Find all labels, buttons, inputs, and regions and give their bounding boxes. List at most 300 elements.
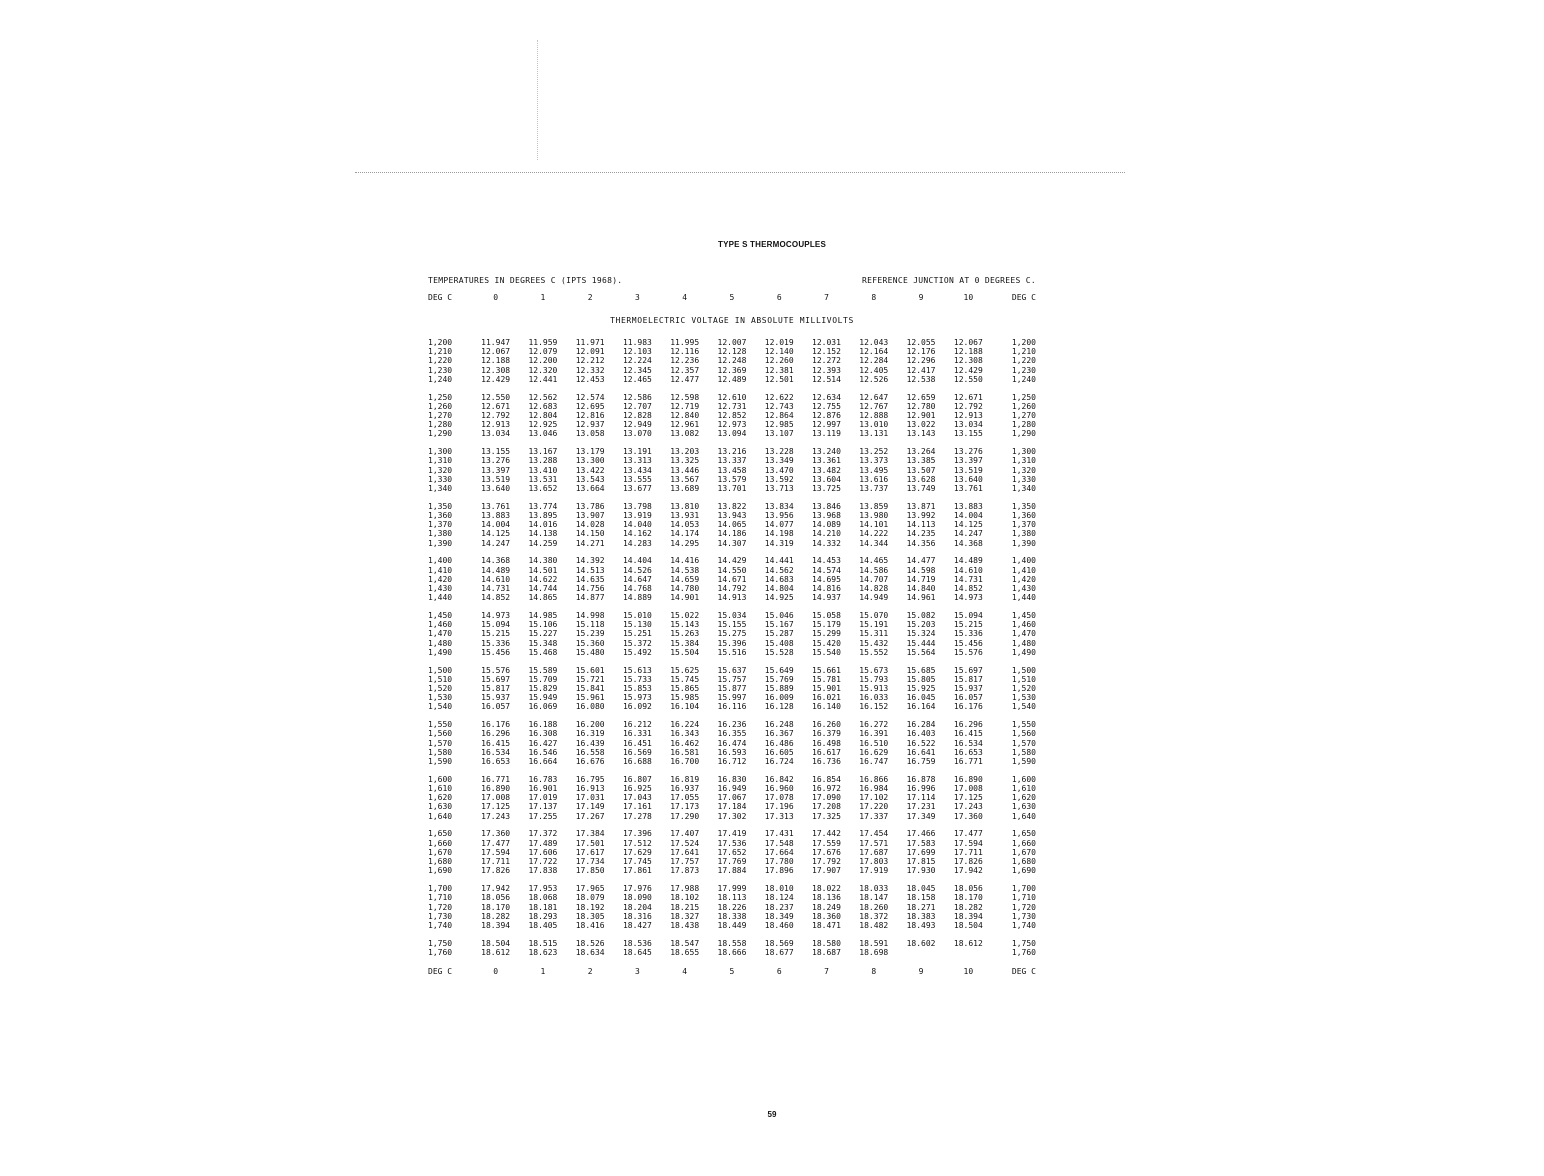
column-header: 6 xyxy=(776,966,782,976)
voltage-cell: 13.470 xyxy=(764,465,794,475)
row-temperature: 1,670 xyxy=(428,847,453,857)
voltage-cell xyxy=(945,948,992,957)
row-temperature-right: 1,450 xyxy=(1011,611,1036,621)
voltage-cell: 13.604 xyxy=(812,474,841,484)
voltage-cell: 13.458 xyxy=(717,465,747,475)
voltage-cell: 16.439 xyxy=(575,738,605,748)
voltage-cell: 17.043 xyxy=(622,793,652,803)
voltage-cell: 15.721 xyxy=(575,674,605,684)
voltage-cell: 16.901 xyxy=(528,784,558,794)
voltage-cell: 17.919 xyxy=(859,866,889,876)
voltage-cell: 13.883 xyxy=(481,511,511,521)
voltage-cell: 18.113 xyxy=(717,893,747,903)
voltage-cell: 13.689 xyxy=(670,484,700,494)
voltage-cell: 18.580 xyxy=(812,938,841,948)
voltage-cell: 15.697 xyxy=(953,665,983,675)
row-temperature-right: 1,660 xyxy=(1011,838,1036,848)
table-row xyxy=(428,884,1036,893)
voltage-cell: 17.815 xyxy=(906,857,936,867)
voltage-cell: 12.574 xyxy=(575,392,605,402)
row-temperature: 1,350 xyxy=(428,501,453,511)
row-temperature: 1,540 xyxy=(428,702,453,712)
row-temperature: 1,250 xyxy=(428,392,453,402)
voltage-cell: 12.937 xyxy=(575,420,605,430)
voltage-cell: 17.243 xyxy=(481,811,511,821)
voltage-cell: 13.143 xyxy=(906,429,936,439)
table-row xyxy=(428,866,1036,875)
voltage-cell: 16.712 xyxy=(717,757,747,767)
row-temperature-right: 1,610 xyxy=(1011,784,1036,794)
voltage-cell: 18.102 xyxy=(670,893,700,903)
voltage-cell: 13.361 xyxy=(812,456,841,466)
voltage-cell: 16.819 xyxy=(670,774,700,784)
voltage-cell: 12.913 xyxy=(953,411,983,421)
voltage-cell: 13.155 xyxy=(481,447,511,457)
table-row xyxy=(428,702,1036,711)
voltage-cell: 15.348 xyxy=(528,638,558,648)
table-row xyxy=(428,629,1036,638)
voltage-cell: 18.569 xyxy=(764,938,794,948)
voltage-cell: 18.271 xyxy=(906,902,936,912)
voltage-cell: 14.937 xyxy=(812,593,841,603)
voltage-cell: 15.540 xyxy=(812,647,841,657)
voltage-cell: 18.338 xyxy=(717,911,747,921)
row-temperature-right: 1,500 xyxy=(1011,665,1036,675)
voltage-cell: 12.901 xyxy=(906,411,936,421)
voltage-cell: 15.227 xyxy=(528,629,558,639)
voltage-cell: 17.687 xyxy=(859,847,889,857)
voltage-cell: 18.056 xyxy=(481,893,511,903)
voltage-cell: 16.415 xyxy=(953,729,983,739)
voltage-cell: 17.137 xyxy=(528,802,558,812)
voltage-cell: 12.707 xyxy=(622,401,652,411)
voltage-cell: 17.031 xyxy=(575,793,605,803)
column-header: 8 xyxy=(871,293,877,302)
voltage-cell: 12.755 xyxy=(812,401,841,411)
voltage-cell: 17.711 xyxy=(953,847,983,857)
voltage-cell: 18.394 xyxy=(481,920,511,930)
group-separator xyxy=(428,821,1036,830)
voltage-cell: 18.515 xyxy=(528,938,558,948)
row-temperature-right: 1,690 xyxy=(1011,866,1036,876)
voltage-cell: 15.324 xyxy=(906,629,936,639)
voltage-cell: 16.057 xyxy=(481,702,511,712)
voltage-cell: 16.641 xyxy=(906,747,936,757)
voltage-cell: 11.971 xyxy=(575,338,605,347)
voltage-cell: 16.795 xyxy=(575,774,605,784)
voltage-cell: 12.622 xyxy=(764,392,794,402)
voltage-cell: 17.102 xyxy=(859,793,889,803)
voltage-cell: 14.804 xyxy=(764,584,794,594)
voltage-cell: 17.454 xyxy=(859,829,889,839)
voltage-cell: 15.456 xyxy=(953,638,983,648)
voltage-cell: 18.526 xyxy=(575,938,605,948)
voltage-cell: 14.598 xyxy=(906,565,936,575)
voltage-cell: 15.769 xyxy=(764,674,794,684)
column-header: 2 xyxy=(587,966,593,976)
table-row xyxy=(428,611,1036,620)
voltage-cell: 16.033 xyxy=(859,693,889,703)
voltage-cell: 12.550 xyxy=(953,374,983,384)
voltage-cell: 15.997 xyxy=(717,693,747,703)
voltage-cell: 18.493 xyxy=(906,920,936,930)
reference-junction-note: REFERENCE JUNCTION AT 0 DEGREES C. xyxy=(862,276,1036,285)
row-temperature: 1,370 xyxy=(428,520,453,530)
voltage-cell: 13.155 xyxy=(953,429,983,439)
voltage-cell: 17.594 xyxy=(953,838,983,848)
voltage-cell: 16.972 xyxy=(812,784,841,794)
voltage-cell: 16.415 xyxy=(481,738,511,748)
voltage-cell: 18.170 xyxy=(953,893,983,903)
voltage-cell: 16.747 xyxy=(859,757,889,767)
voltage-cell: 17.372 xyxy=(528,829,558,839)
voltage-cell: 14.247 xyxy=(481,538,511,548)
voltage-cell: 13.434 xyxy=(622,465,652,475)
scan-artifact-line xyxy=(355,172,1125,173)
column-header: 9 xyxy=(918,293,924,302)
voltage-cell: 13.943 xyxy=(717,511,747,521)
voltage-cell: 14.731 xyxy=(953,574,983,584)
voltage-cell: 14.610 xyxy=(953,565,983,575)
voltage-cell: 13.519 xyxy=(953,465,983,475)
voltage-cell: 15.167 xyxy=(764,620,794,630)
voltage-cell: 17.302 xyxy=(717,811,747,821)
voltage-cell: 17.699 xyxy=(906,847,936,857)
voltage-cell: 14.465 xyxy=(859,556,889,566)
voltage-cell: 13.737 xyxy=(859,484,889,494)
row-temperature: 1,650 xyxy=(428,829,453,839)
voltage-cell: 12.671 xyxy=(953,392,983,402)
voltage-cell: 16.104 xyxy=(670,702,700,712)
voltage-cell: 15.901 xyxy=(812,684,841,694)
table-row xyxy=(428,447,1036,456)
voltage-cell: 16.212 xyxy=(622,720,652,730)
voltage-cell: 17.231 xyxy=(906,802,936,812)
row-temperature-right: 1,360 xyxy=(1011,511,1036,521)
voltage-cell: 15.480 xyxy=(575,647,605,657)
voltage-cell: 13.288 xyxy=(528,456,558,466)
voltage-cell: 18.383 xyxy=(906,911,936,921)
voltage-cell: 12.332 xyxy=(575,365,605,375)
table-row xyxy=(428,921,1036,930)
voltage-cell: 17.173 xyxy=(670,802,700,812)
voltage-cell: 14.513 xyxy=(575,565,605,575)
voltage-cell: 12.308 xyxy=(953,356,983,366)
voltage-cell: 14.295 xyxy=(670,538,700,548)
voltage-cell: 14.647 xyxy=(622,574,652,584)
voltage-cell: 13.701 xyxy=(717,484,747,494)
row-temperature-right: 1,310 xyxy=(1011,456,1036,466)
voltage-cell: 16.913 xyxy=(575,784,605,794)
voltage-cell: 13.191 xyxy=(622,447,652,457)
voltage-cell: 17.850 xyxy=(575,866,605,876)
voltage-cell: 17.501 xyxy=(575,838,605,848)
voltage-cell: 13.725 xyxy=(812,484,841,494)
voltage-cell: 14.562 xyxy=(764,565,794,575)
column-header: 8 xyxy=(871,966,877,976)
voltage-cell: 13.567 xyxy=(670,474,700,484)
voltage-cell: 13.859 xyxy=(859,501,889,511)
voltage-cell: 17.512 xyxy=(622,838,652,848)
voltage-cell: 16.367 xyxy=(764,729,794,739)
voltage-cell: 12.417 xyxy=(906,365,936,375)
voltage-cell: 14.889 xyxy=(622,593,652,603)
voltage-cell: 12.526 xyxy=(859,374,889,384)
voltage-cell: 15.311 xyxy=(859,629,889,639)
voltage-cell: 12.164 xyxy=(859,347,889,357)
voltage-cell: 13.034 xyxy=(953,420,983,430)
voltage-cell: 17.384 xyxy=(575,829,605,839)
voltage-cell: 17.757 xyxy=(670,857,700,867)
voltage-cell: 13.592 xyxy=(764,474,794,484)
voltage-cell: 12.296 xyxy=(906,356,936,366)
voltage-cell: 13.822 xyxy=(717,501,747,511)
voltage-cell: 17.019 xyxy=(528,793,558,803)
voltage-cell: 13.640 xyxy=(953,474,983,484)
row-temperature: 1,260 xyxy=(428,401,453,411)
voltage-cell: 12.562 xyxy=(528,392,558,402)
row-temperature: 1,500 xyxy=(428,665,453,675)
voltage-cell: 13.240 xyxy=(812,447,841,457)
table-row xyxy=(428,584,1036,593)
voltage-cell: 16.736 xyxy=(812,757,841,767)
row-temperature: 1,460 xyxy=(428,620,453,630)
table-row xyxy=(428,366,1036,375)
voltage-cell: 16.700 xyxy=(670,757,700,767)
group-separator xyxy=(428,657,1036,666)
voltage-cell: 13.543 xyxy=(575,474,605,484)
voltage-cell: 17.896 xyxy=(764,866,794,876)
voltage-cell: 14.961 xyxy=(906,593,936,603)
voltage-cell: 15.552 xyxy=(859,647,889,657)
voltage-cell: 13.070 xyxy=(622,429,652,439)
voltage-cell: 16.890 xyxy=(953,774,983,784)
table-row xyxy=(428,829,1036,838)
row-temperature-right: 1,240 xyxy=(1011,374,1036,384)
voltage-cell: 14.731 xyxy=(481,584,511,594)
voltage-cell: 12.188 xyxy=(481,356,511,366)
voltage-cell: 17.826 xyxy=(481,866,511,876)
voltage-cell: 12.116 xyxy=(670,347,700,357)
voltage-cell: 18.449 xyxy=(717,920,747,930)
voltage-cell: 18.666 xyxy=(717,947,747,957)
voltage-cell: 13.313 xyxy=(622,456,652,466)
voltage-cell: 17.907 xyxy=(812,866,841,876)
voltage-cell: 15.504 xyxy=(670,647,700,657)
voltage-cell: 16.391 xyxy=(859,729,889,739)
voltage-cell: 14.344 xyxy=(859,538,889,548)
voltage-cell: 13.871 xyxy=(906,501,936,511)
voltage-cell: 12.381 xyxy=(764,365,794,375)
table-row xyxy=(428,857,1036,866)
voltage-cell: 17.548 xyxy=(764,838,794,848)
voltage-cell: 12.188 xyxy=(953,347,983,357)
group-separator xyxy=(428,712,1036,721)
voltage-cell: 16.653 xyxy=(481,757,511,767)
column-header-row-bottom xyxy=(428,966,1036,978)
voltage-cell: 13.046 xyxy=(528,429,558,439)
voltage-cell: 14.053 xyxy=(670,520,700,530)
voltage-cell: 14.404 xyxy=(622,556,652,566)
voltage-cell: 18.547 xyxy=(670,938,700,948)
voltage-cell: 14.610 xyxy=(481,574,511,584)
group-separator xyxy=(428,548,1036,557)
voltage-cell: 16.771 xyxy=(953,757,983,767)
voltage-cell: 15.649 xyxy=(764,665,794,675)
voltage-cell: 12.284 xyxy=(859,356,889,366)
voltage-cell: 12.320 xyxy=(528,365,558,375)
voltage-cell: 16.759 xyxy=(906,757,936,767)
row-temperature-right: 1,700 xyxy=(1011,884,1036,894)
voltage-cell: 17.641 xyxy=(670,847,700,857)
voltage-cell: 18.634 xyxy=(575,947,605,957)
table-row xyxy=(428,757,1036,766)
voltage-cell: 15.781 xyxy=(812,674,841,684)
voltage-cell: 17.792 xyxy=(812,857,841,867)
voltage-cell: 17.008 xyxy=(481,793,511,803)
voltage-cell: 12.538 xyxy=(906,374,936,384)
voltage-cell: 14.307 xyxy=(717,538,747,548)
voltage-cell: 13.664 xyxy=(575,484,605,494)
column-header: DEG C xyxy=(428,966,453,976)
column-header: 3 xyxy=(635,966,640,976)
voltage-cell: 12.852 xyxy=(717,411,747,421)
voltage-cell: 13.834 xyxy=(764,501,794,511)
table-row xyxy=(428,511,1036,520)
voltage-cell: 17.873 xyxy=(670,866,700,876)
voltage-cell: 13.919 xyxy=(622,511,652,521)
voltage-cell: 13.786 xyxy=(575,501,605,511)
voltage-cell: 17.125 xyxy=(481,802,511,812)
voltage-cell: 12.043 xyxy=(859,338,889,347)
row-temperature: 1,550 xyxy=(428,720,453,730)
voltage-cell: 14.550 xyxy=(717,565,747,575)
voltage-cell: 18.536 xyxy=(622,938,652,948)
voltage-cell: 14.816 xyxy=(812,584,841,594)
voltage-cell: 12.985 xyxy=(764,420,794,430)
voltage-cell: 15.360 xyxy=(575,638,605,648)
voltage-cell: 17.161 xyxy=(622,802,652,812)
column-header: 4 xyxy=(682,293,688,302)
voltage-cell: 16.128 xyxy=(764,702,794,712)
voltage-cell: 12.019 xyxy=(764,338,794,347)
voltage-cell: 14.040 xyxy=(622,520,652,530)
voltage-cell: 15.841 xyxy=(575,684,605,694)
voltage-cell: 18.124 xyxy=(764,893,794,903)
voltage-cell: 13.482 xyxy=(812,465,841,475)
voltage-cell: 15.961 xyxy=(575,693,605,703)
voltage-cell: 18.504 xyxy=(953,920,983,930)
voltage-cell: 18.687 xyxy=(812,947,841,957)
voltage-cell: 16.960 xyxy=(764,784,794,794)
voltage-cell: 13.397 xyxy=(481,465,511,475)
voltage-cell: 16.486 xyxy=(764,738,794,748)
table-row xyxy=(428,720,1036,729)
voltage-cell: 17.255 xyxy=(528,811,558,821)
row-temperature: 1,760 xyxy=(428,947,453,957)
voltage-cell: 13.749 xyxy=(906,484,936,494)
voltage-cell: 13.276 xyxy=(953,447,983,457)
table-row xyxy=(428,693,1036,702)
row-temperature-right: 1,300 xyxy=(1011,447,1036,457)
voltage-cell: 17.999 xyxy=(717,884,747,894)
group-separator xyxy=(428,930,1036,939)
voltage-cell: 16.724 xyxy=(764,757,794,767)
voltage-cell: 13.422 xyxy=(575,465,605,475)
voltage-cell: 14.089 xyxy=(812,520,841,530)
voltage-cell: 17.976 xyxy=(622,884,652,894)
row-temperature-right: 1,400 xyxy=(1011,556,1036,566)
voltage-cell: 12.441 xyxy=(528,374,558,384)
scan-artifact xyxy=(537,40,538,160)
voltage-cell: 12.828 xyxy=(622,411,652,421)
voltage-cell: 14.004 xyxy=(481,520,511,530)
voltage-cell: 16.272 xyxy=(859,720,889,730)
voltage-cell: 13.410 xyxy=(528,465,558,475)
row-temperature-right: 1,590 xyxy=(1011,757,1036,767)
voltage-cell: 17.629 xyxy=(622,847,652,857)
voltage-cell: 12.743 xyxy=(764,401,794,411)
voltage-cell: 15.179 xyxy=(812,620,841,630)
row-temperature-right: 1,470 xyxy=(1011,629,1036,639)
voltage-cell: 15.155 xyxy=(717,620,747,630)
voltage-cell: 16.605 xyxy=(764,747,794,757)
table-row xyxy=(428,593,1036,602)
voltage-cell: 17.780 xyxy=(764,857,794,867)
voltage-cell: 15.637 xyxy=(717,665,747,675)
group-separator xyxy=(428,766,1036,775)
voltage-cell: 15.336 xyxy=(481,638,511,648)
voltage-cell: 14.150 xyxy=(575,529,605,539)
voltage-cell: 15.913 xyxy=(859,684,889,694)
voltage-cell: 15.275 xyxy=(717,629,747,639)
row-temperature-right: 1,760 xyxy=(1011,947,1036,957)
voltage-cell: 16.783 xyxy=(528,774,558,784)
voltage-cell: 13.179 xyxy=(575,447,605,457)
column-header: 1 xyxy=(540,293,546,302)
table-row xyxy=(428,411,1036,420)
voltage-cell: 18.698 xyxy=(859,947,889,957)
voltage-cell: 17.594 xyxy=(481,847,511,857)
voltage-cell: 14.622 xyxy=(528,574,558,584)
voltage-cell: 17.078 xyxy=(764,793,794,803)
table-row xyxy=(428,739,1036,748)
voltage-cell: 16.593 xyxy=(717,747,747,757)
voltage-cell: 15.287 xyxy=(764,629,794,639)
voltage-cell: 14.538 xyxy=(670,565,700,575)
row-temperature: 1,200 xyxy=(428,338,453,347)
voltage-cell: 15.130 xyxy=(622,620,652,630)
voltage-cell: 14.925 xyxy=(764,593,794,603)
voltage-cell: 12.453 xyxy=(575,374,605,384)
voltage-cell: 15.456 xyxy=(481,647,511,657)
voltage-cell: 14.489 xyxy=(481,565,511,575)
section-title: THERMOELECTRIC VOLTAGE IN ABSOLUTE MILLIVOLTS xyxy=(610,316,854,325)
voltage-cell: 12.671 xyxy=(481,401,511,411)
row-temperature-right: 1,550 xyxy=(1011,720,1036,730)
table-row xyxy=(428,684,1036,693)
table-row xyxy=(428,402,1036,411)
row-temperature-right: 1,750 xyxy=(1011,938,1036,948)
voltage-cell: 15.058 xyxy=(812,611,841,621)
table-row xyxy=(428,356,1036,365)
voltage-cell: 14.828 xyxy=(859,584,889,594)
temperature-scale-note: TEMPERATURES IN DEGREES C (IPTS 1968). xyxy=(428,276,623,285)
voltage-cell: 15.046 xyxy=(764,611,794,621)
voltage-cell: 14.744 xyxy=(528,584,558,594)
row-temperature: 1,300 xyxy=(428,447,453,457)
voltage-cell: 16.807 xyxy=(622,774,652,784)
